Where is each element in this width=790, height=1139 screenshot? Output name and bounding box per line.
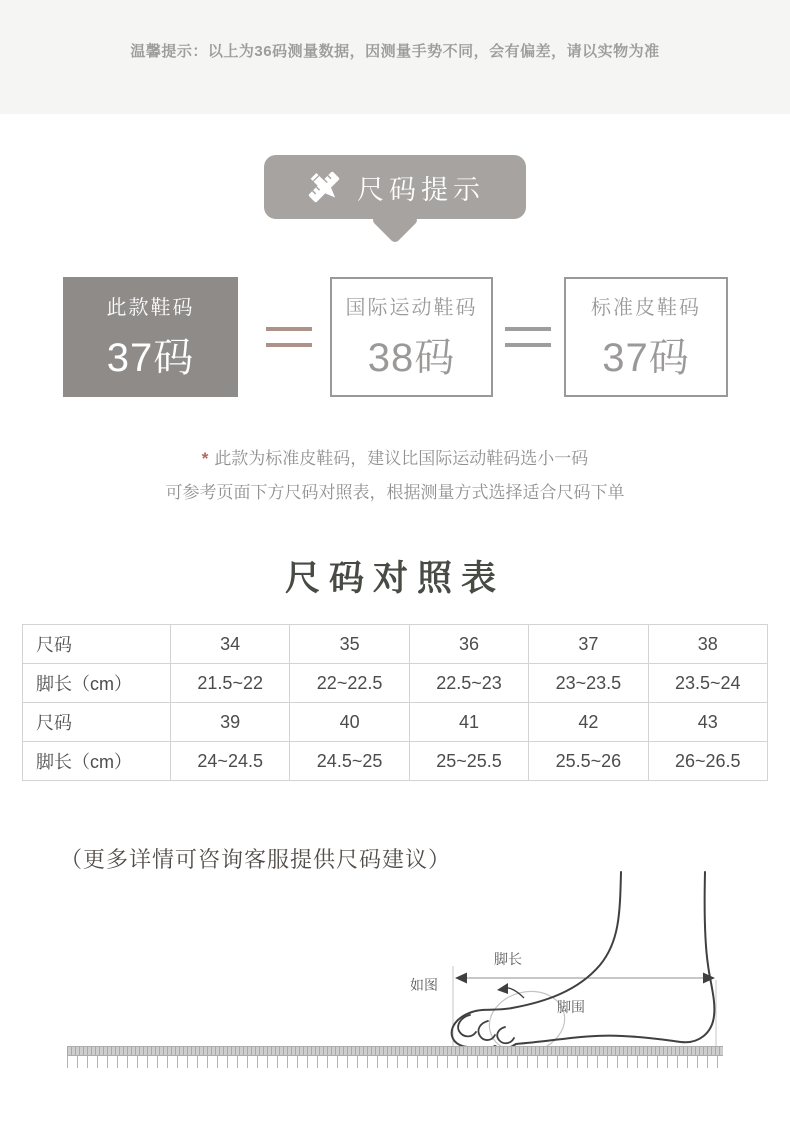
toe-curl (478, 1021, 495, 1040)
row-label: 尺码 (23, 625, 171, 664)
table-row (23, 664, 768, 703)
size-cell: 38 (648, 625, 767, 664)
size-cell: 26~26.5 (648, 742, 767, 781)
size-cell: 21.5~22 (171, 664, 290, 703)
size-cell: 34 (171, 625, 290, 664)
size-cell: 25.5~26 (529, 742, 648, 781)
table-row (23, 625, 768, 664)
ruler-ticks (67, 1056, 723, 1068)
size-cell: 22~22.5 (290, 664, 409, 703)
pencil-ruler-icon (305, 169, 343, 205)
international-size-box (330, 277, 493, 397)
international-value: 38码 (367, 336, 456, 380)
row-label: 尺码 (23, 703, 171, 742)
badge-label: 尺码提示 (357, 174, 485, 205)
international-label: 国际运动鞋码 (345, 297, 478, 319)
size-cell: 35 (290, 625, 409, 664)
foot-length-label: 脚长 (494, 951, 522, 967)
size-cell: 24.5~25 (290, 742, 409, 781)
size-cell: 37 (529, 625, 648, 664)
this-style-size-box (63, 277, 238, 397)
row-label: 脚长（cm） (23, 664, 171, 703)
ruler-band (67, 1046, 723, 1056)
size-cell: 25~25.5 (409, 742, 528, 781)
as-shown-label: 如图 (410, 977, 438, 993)
toe-curl (497, 1027, 514, 1043)
foot-girth-label: 脚围 (557, 999, 585, 1015)
size-cell: 39 (171, 703, 290, 742)
arrowhead-left (455, 973, 467, 984)
foot-outline (452, 872, 715, 1050)
standard-leather-label: 标准皮鞋码 (591, 297, 701, 319)
size-cell: 42 (529, 703, 648, 742)
size-table-title: 尺码对照表 (284, 559, 505, 598)
size-cell: 43 (648, 703, 767, 742)
equals-bar (505, 343, 551, 347)
row-label: 脚长（cm） (23, 742, 171, 781)
size-cell: 23.5~24 (648, 664, 767, 703)
table-row (23, 742, 768, 781)
girth-arrowhead (497, 983, 508, 994)
size-table-body (23, 625, 768, 781)
standard-leather-size-box (564, 277, 728, 397)
size-cell: 40 (290, 703, 409, 742)
size-cell: 24~24.5 (171, 742, 290, 781)
equals-bar (505, 327, 551, 331)
notice-bar (0, 0, 790, 114)
size-table (22, 624, 768, 781)
size-tip-badge (264, 155, 526, 219)
note-line-1: * 此款为标准皮鞋码，建议比国际运动鞋码选小一码 (201, 449, 589, 468)
size-cell: 22.5~23 (409, 664, 528, 703)
this-style-label: 此款鞋码 (106, 297, 195, 319)
this-style-value: 37码 (106, 336, 195, 380)
notice-text: 温馨提示：以上为36码测量数据，因测量手势不同，会有偏差，请以实物为准 (130, 42, 660, 60)
size-note (0, 442, 790, 510)
note-line-2: 可参考页面下方尺码对照表，根据测量方式选择适合尺码下单 (165, 483, 625, 502)
size-cell: 23~23.5 (529, 664, 648, 703)
equals-sign (252, 277, 326, 397)
equals-bar (266, 327, 312, 331)
standard-leather-value: 37码 (602, 336, 690, 380)
table-row (23, 703, 768, 742)
size-cell: 41 (409, 703, 528, 742)
equals-bar (266, 343, 312, 347)
equals-sign (496, 277, 560, 397)
size-cell: 36 (409, 625, 528, 664)
footer-note: （更多详情可咨询客服提供尺码建议） (60, 847, 452, 872)
asterisk: * (201, 449, 209, 468)
